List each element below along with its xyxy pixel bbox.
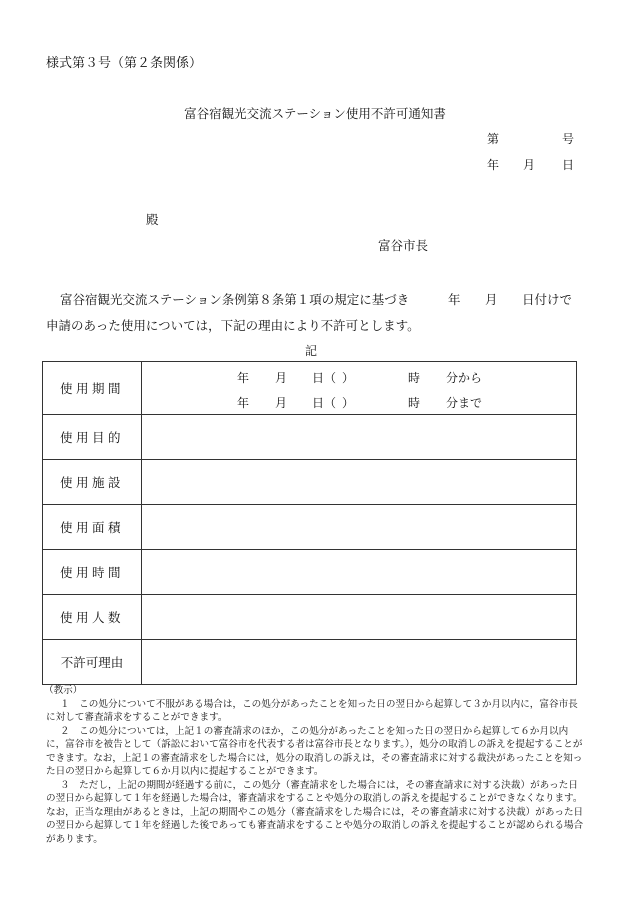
doc-number-prefix: 第 (487, 132, 500, 146)
to-hour: 時 (408, 396, 421, 410)
date-month: 月 (523, 158, 536, 172)
to-close: ） (342, 396, 355, 410)
body-day: 日付けで (522, 292, 573, 307)
to-year: 年 (237, 396, 250, 410)
period-label: 使用期間 (43, 362, 142, 415)
row-value-purpose (142, 415, 577, 460)
body-line-1-text: 富谷宿観光交流ステーション条例第８条第１項の規定に基づき (60, 292, 410, 307)
table-row (43, 505, 577, 550)
body-month: 月 (485, 292, 498, 307)
row-label-time: 使用時間 (43, 550, 142, 595)
row-value-area (142, 505, 577, 550)
table-row (43, 550, 577, 595)
from-month: 月 (275, 371, 288, 385)
table-row (43, 595, 577, 640)
row-label-area: 使用面積 (43, 505, 142, 550)
to-day: 日（ (312, 396, 337, 410)
body-year: 年 (448, 292, 461, 307)
addressee-suffix: 殿 (146, 212, 159, 227)
document-title: 富谷宿観光交流ステーション使用不許可通知書 (184, 106, 446, 121)
notes-heading: （教示） (44, 685, 83, 696)
reason-value (142, 640, 577, 685)
body-line-2: 申請のあった使用については，下記の理由により不許可とします。 (46, 318, 420, 333)
body-line-1 (60, 290, 409, 308)
to-minute: 分まで (446, 396, 483, 410)
period-row (43, 362, 577, 415)
row-value-facility (142, 460, 577, 505)
period-value (142, 362, 577, 415)
note-item-1: １ この処分について不服がある場合は，この処分があったことを知った日の翌日から起算して３か月以内に，富谷市長に対して審査請求をすることができます。 (46, 698, 578, 723)
row-label-purpose: 使用目的 (43, 415, 142, 460)
note-item-2: ２ この処分については，上記１の審査請求のほか，この処分があったことを知った日の翌日から起算して６か月以内に，富谷市を被告として（訴訟において富谷市を代表する者は富谷市長となります。），処分の取消しの訴えを提起することができます。なお，上記１の審査請求をした場合には，処分の取消しの訴えは，その審査請求に対する裁決があったことを知った日の翌日から起算して６か月以内に提起することができます。 (46, 725, 583, 777)
table-row (43, 460, 577, 505)
reason-row (43, 640, 577, 685)
period-from (142, 363, 576, 388)
details-table (42, 361, 577, 685)
row-label-people: 使用人数 (43, 595, 142, 640)
form-number: 様式第３号（第２条関係） (46, 56, 203, 71)
ki-heading: 記 (305, 344, 318, 358)
instruction-notes (46, 684, 586, 846)
reason-label: 不許可理由 (43, 640, 142, 685)
issuer-name: 富谷市長 (378, 238, 429, 253)
from-minute: 分から (446, 371, 483, 385)
from-day: 日（ (312, 371, 337, 385)
from-close: ） (342, 371, 355, 385)
doc-number-suffix: 号 (562, 132, 575, 146)
row-value-people (142, 595, 577, 640)
date-day: 日 (562, 158, 575, 172)
to-month: 月 (275, 396, 288, 410)
note-item-3: ３ ただし，上記の期間が経過する前に，この処分（審査請求をした場合には，その審査請求に対する決裁）があった日の翌日から起算して１年を経過した場合は，審査請求をすることや処分の取消しの訴えを提起することができなくなります。なお，正当な理由があるときは，上記の期間やこの処分（審査請求をした場合には，その審査請求に対する決裁）があった日の翌日から起算して１年を経過した後であっても審査請求をすることや処分の取消しの訴えを提起することが認められる場合があります。 (46, 779, 584, 845)
table-row (43, 415, 577, 460)
row-label-facility: 使用施設 (43, 460, 142, 505)
period-to (142, 388, 576, 413)
row-value-time (142, 550, 577, 595)
from-hour: 時 (408, 371, 421, 385)
from-year: 年 (237, 371, 250, 385)
date-year: 年 (487, 158, 500, 172)
